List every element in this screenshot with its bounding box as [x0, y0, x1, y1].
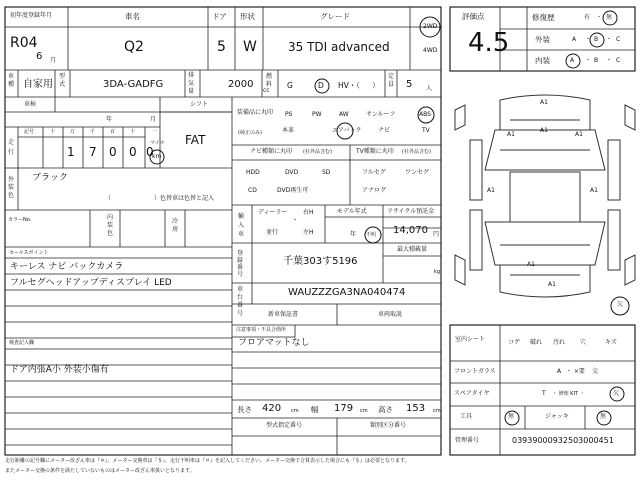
- width-value: 179: [334, 403, 354, 414]
- registration-label: 登録番号: [237, 250, 244, 278]
- notes-value: フロアマットなし: [238, 338, 310, 348]
- exterior-grade-label: 外装: [535, 35, 550, 44]
- capacity-label: 定員: [388, 73, 395, 88]
- import-dealer: ディーラー: [258, 209, 288, 216]
- tv-oneseg: ワンセグ: [405, 169, 430, 176]
- mileage-digit-4: 0: [146, 145, 154, 159]
- width-cm: cm: [360, 408, 368, 414]
- digit-label-2: 千: [90, 129, 96, 135]
- sales-point-label: セールスポイント: [9, 250, 49, 256]
- import-right-hand: 右H: [303, 209, 314, 216]
- inspection-year-label: 年: [106, 116, 113, 123]
- exterior-dot-1: ・: [585, 36, 592, 43]
- damage-mark-a1: A1: [527, 261, 535, 268]
- capacity-value: 5: [406, 79, 413, 90]
- windshield-a: A: [557, 368, 562, 375]
- mgmt-value: 03939000932503000451: [512, 436, 614, 445]
- repair-no: 無: [606, 14, 613, 21]
- exterior-grade-b: B: [594, 36, 599, 43]
- damage-mark-a1: A1: [540, 127, 548, 134]
- mile-label: マイル: [150, 140, 165, 146]
- nav-dvd-play: DVD再生可: [277, 187, 309, 194]
- tv-analog: アナログ: [362, 187, 387, 194]
- fuel-label: 燃料: [266, 73, 273, 88]
- mileage-label: 走行: [8, 139, 15, 156]
- score-value: 4.5: [468, 28, 510, 58]
- category-value: 自家用: [23, 79, 53, 90]
- damage-mark-a1: A1: [548, 281, 556, 288]
- interior-grade-c: C: [616, 57, 621, 64]
- digit-label-1: 万: [70, 129, 76, 135]
- equip-navi: ナビ: [378, 127, 391, 134]
- interior-seat-label: 室内シート: [455, 336, 486, 343]
- exterior-grade-c: C: [616, 36, 621, 43]
- recycle-label: リサイクル預託金: [387, 208, 435, 215]
- max-load-label: 最大積載量: [397, 246, 428, 253]
- seat-item-2: 汚れ: [553, 339, 566, 346]
- equip-airbag: エアバック: [332, 127, 362, 134]
- length-cm: cm: [291, 408, 299, 414]
- repair-label: 修復歴: [532, 13, 555, 22]
- class-label: 類別区分番号: [370, 422, 407, 429]
- category-label: 車種: [8, 73, 15, 88]
- equipment-label: 装備品に丸印: [237, 109, 274, 116]
- fuel-hv: HV・（: [338, 81, 361, 90]
- nav-dvd: DVD: [285, 169, 299, 176]
- equipment-sub-label: (純正のみ): [238, 130, 262, 136]
- tools-label: 工具: [460, 413, 473, 420]
- inspection-label: 車検: [24, 101, 37, 108]
- import-label: 輸入車: [238, 213, 245, 238]
- digit-label-0: 十: [50, 129, 56, 135]
- sales-line-1: キーレス ナビ バックカメラ: [10, 262, 124, 272]
- cold-cap-label: 冷房: [172, 218, 179, 233]
- fuel-g: G: [287, 81, 293, 90]
- chassis-value: WAUZZZGA3NA040474: [288, 287, 406, 298]
- tv-fullseg: フルセグ: [362, 169, 386, 176]
- nav-sd: SD: [322, 169, 331, 176]
- damage-mark-a1: A1: [487, 187, 495, 194]
- spare-none: 欠: [613, 390, 620, 397]
- record-label: 記号: [24, 129, 35, 135]
- color-no-label: カラーNo.: [8, 217, 32, 223]
- model-year-unit: 年: [350, 231, 357, 238]
- max-load-kg: kg: [434, 269, 441, 275]
- damage-mark-a1: A1: [575, 131, 583, 138]
- mileage-digit-0: 1: [67, 145, 75, 159]
- spare-t: T: [542, 390, 546, 397]
- digit-label-5: 一: [152, 129, 158, 135]
- equip-pw: PW: [312, 111, 322, 118]
- shape-label: 形状: [240, 12, 255, 21]
- first-reg-label: 初年度登録年月: [10, 12, 53, 19]
- mileage-digit-2: 0: [109, 145, 117, 159]
- type-approval-label: 型式指定番号: [266, 422, 303, 429]
- recycle-yen: 円: [433, 231, 440, 238]
- height-cm: cm: [433, 408, 441, 414]
- nav-sub: (社外品含む): [303, 149, 332, 155]
- nav-header: ナビ種類に丸印: [250, 148, 293, 155]
- spare-label: スペアタイヤ: [454, 390, 490, 397]
- grade-value: 35 TDI advanced: [288, 40, 390, 54]
- cc-unit: cc: [263, 87, 270, 94]
- height-value: 153: [406, 403, 426, 414]
- jack-label: ジャッキ: [545, 413, 569, 420]
- exterior-color-value: ブラック: [32, 173, 68, 183]
- nav-hdd: HDD: [246, 169, 260, 176]
- equip-aw: AW: [339, 111, 349, 118]
- displacement-label: 排気量: [188, 72, 195, 95]
- length-label: 長さ: [237, 405, 252, 414]
- interior-dot-1: ・: [585, 57, 592, 64]
- first-reg-month: 6: [36, 51, 43, 62]
- interior-dot-2: ・: [606, 57, 613, 64]
- height-label: 高さ: [378, 405, 393, 414]
- notes-label: 注意事項・不具合箇所: [236, 327, 287, 333]
- import-dot: ・: [292, 217, 299, 224]
- score-label: 評価点: [462, 12, 485, 21]
- recycle-value: 14,070: [393, 225, 428, 236]
- footer-line-1: 走行距離の記号欄にメーター改ざん車は『＊』、メーター交換車は『＄』、走行不明車は『＃』を記入してください。メーター交換で合算表示した場合にも『＄』は必要となります。: [5, 458, 410, 464]
- equip-sunroof: サンルーフ: [366, 111, 396, 118]
- shift-label: シフト: [190, 101, 209, 108]
- displacement-value: 2000: [228, 79, 254, 90]
- model-year-label: モデル年式: [337, 208, 367, 215]
- repair-yes: 有: [584, 14, 591, 21]
- damage-mark-a1: A1: [507, 131, 515, 138]
- grade-label: グレード: [320, 12, 350, 21]
- shift-value: FAT: [185, 133, 206, 147]
- nav-cd: CD: [248, 187, 257, 194]
- tools-value: 無: [508, 413, 515, 420]
- mileage-digit-1: 7: [89, 145, 97, 159]
- tv-header: TV種類に丸印: [356, 148, 394, 155]
- mgmt-label: 管理番号: [455, 437, 480, 444]
- exterior-grade-a: A: [572, 36, 577, 43]
- inspector-note: ドア内張A小 外装小傷有: [10, 365, 109, 375]
- seat-item-1: 破れ: [530, 339, 543, 346]
- damage-mark-a1: A1: [590, 187, 598, 194]
- equip-tv: TV: [422, 127, 430, 134]
- model-year-unknown: 不明: [366, 232, 377, 238]
- interior-grade-label: 内装: [535, 56, 550, 65]
- drive-4wd: 4WD: [423, 47, 438, 54]
- tv-sub: (社外品含む): [402, 149, 431, 155]
- new-warranty: 新車保証書: [268, 311, 299, 318]
- fuel-paren: ）: [372, 81, 380, 90]
- interior-grade-a: A: [570, 57, 575, 64]
- model-code-value: 3DA-GADFG: [103, 79, 164, 90]
- equip-ps: PS: [285, 111, 293, 118]
- chassis-label: 車台番号: [237, 286, 244, 317]
- fuel-d: D: [318, 81, 324, 90]
- first-reg-era: R04: [10, 35, 38, 51]
- interior-grade-b: B: [594, 57, 599, 64]
- drive-2wd: 2WD: [423, 23, 438, 30]
- import-parallel: 並行: [266, 229, 279, 236]
- manual: 車両取説: [378, 311, 403, 318]
- inspection-month-label: 月: [150, 116, 157, 123]
- capacity-unit: 人: [426, 85, 433, 92]
- kettaku-mark: 欠: [617, 301, 624, 308]
- jack-value: 無: [600, 413, 607, 420]
- km-label: km: [152, 153, 162, 160]
- sales-line-2: フルセグヘッドアップディスプレイ LED: [10, 278, 172, 288]
- door-value: 5: [217, 39, 226, 55]
- color-change-paren: （: [105, 195, 112, 202]
- model-value: Q2: [124, 39, 144, 55]
- spare-repair: ・ 修理 KIT ・: [552, 391, 585, 397]
- registration-value: 千葉303す5196: [283, 256, 358, 267]
- damage-mark-a1: A1: [540, 99, 548, 106]
- interior-color-label: 内装色: [107, 214, 114, 237]
- seat-item-4: キズ: [605, 339, 617, 346]
- model-code-label: 型式: [59, 73, 66, 88]
- digit-label-4: 十: [130, 129, 136, 135]
- footer-line-2: またメーター交換の条件を満たしていないものはメーター改ざん車扱いとなります。: [5, 468, 195, 474]
- windshield-change: 交: [592, 368, 599, 375]
- mileage-digit-3: 0: [129, 145, 137, 159]
- import-left-hand: 左H: [303, 229, 314, 236]
- exterior-dot-2: ・: [606, 36, 613, 43]
- equip-leather: 本革: [282, 127, 295, 134]
- month-unit: 月: [50, 57, 57, 64]
- shape-value: W: [243, 39, 257, 55]
- car-diagram: [455, 95, 635, 297]
- model-label: 車名: [125, 12, 140, 21]
- repair-dot: ・: [596, 14, 603, 21]
- digit-label-3: 百: [110, 129, 116, 135]
- seat-item-0: コゲ: [508, 339, 521, 346]
- door-label: ドア: [212, 12, 227, 21]
- equip-abs: ABS: [419, 111, 431, 118]
- windshield-x: ・ ×要: [566, 368, 585, 375]
- seat-item-3: 穴: [580, 339, 587, 346]
- inspector-label: 検査記入欄: [9, 340, 35, 346]
- width-label: 幅: [311, 405, 319, 414]
- color-change-note: ）色替車は色替と記入: [154, 195, 215, 202]
- length-value: 420: [262, 403, 282, 414]
- exterior-color-label: 外装色: [8, 176, 15, 199]
- windshield-label: フロントガラス: [454, 368, 496, 375]
